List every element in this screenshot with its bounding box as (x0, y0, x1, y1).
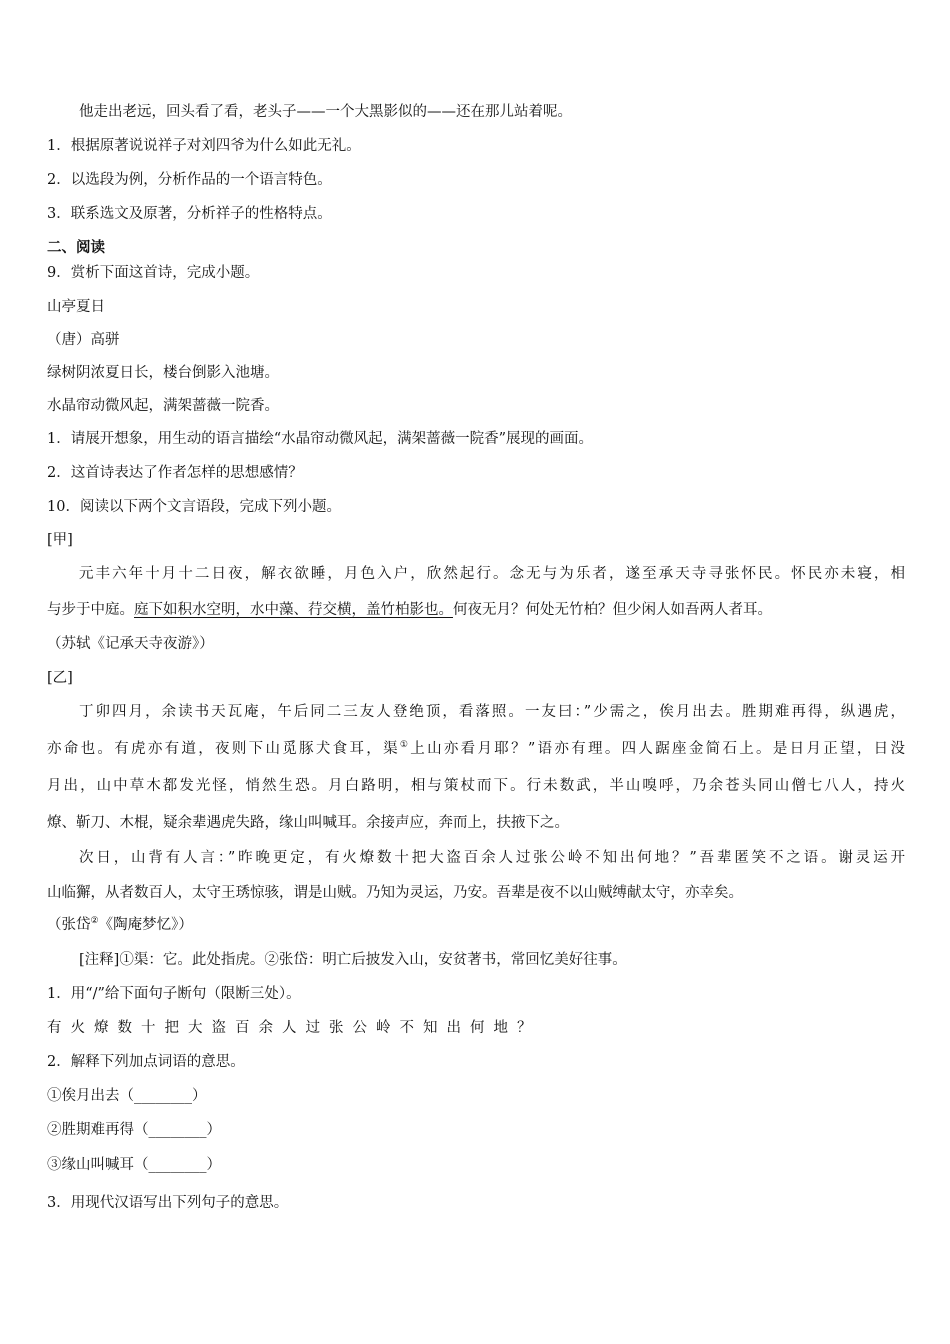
question-10: 10．阅读以下两个文言语段，完成下列小题。 (47, 499, 341, 515)
source-title: 《陶庵梦忆》） (98, 917, 193, 933)
underlined-sentence: 庭下如积水空明，水中藻、荇交横，盖竹柏影也。 (134, 602, 453, 618)
passage-yi-line-3: 月出，山中草木都发光怪，悄然生恐。月白路明，相与策杖而下。行未数武，半山嗅呼，乃余苍头同山僧七八人，持火 (47, 778, 905, 794)
question-9-1: 1．请展开想象，用生动的语言描绘“水晶帘动微风起，满架蔷薇一院香”展现的画面。 (47, 431, 594, 447)
question-8-3: 3．联系选文及原著，分析祥子的性格特点。 (47, 206, 332, 222)
section-heading-reading: 二、阅读 (47, 240, 105, 256)
question-8-2: 2．以选段为例，分析作品的一个语言特色。 (47, 172, 332, 188)
passage-jia-line-1: 元丰六年十月十二日夜，解衣欲睡，月色入户，欣然起行。念无与为乐者，遂至承天寺寻张怀民。怀民亦未寝，相 (79, 566, 905, 582)
passage-yi-line-2a: 亦命也。有虎亦有道，夜则下山觅豚犬食耳，渠 (47, 741, 400, 757)
passage-yi-line-6: 山临獬，从者数百人，太守王琇惊骇，谓是山贼。乃知为灵运，乃安。吾辈是夜不以山贼缚献太守，亦幸矣。 (47, 885, 743, 901)
poem-title: 山亭夏日 (47, 299, 105, 315)
source-author: （张岱 (47, 917, 91, 933)
passage-yi-line-5: 次日，山背有人言：”昨晚更定，有火燎数十把大盗百余人过张公岭不知出何地？”吾辈匿笑不之语。谢灵运开 (79, 850, 905, 866)
passage-jia-label: [甲] (47, 532, 73, 548)
poem-line-2: 水晶帘动微风起，满架蔷薇一院香。 (47, 398, 279, 414)
passage-yi-line-4: 燎、靳刀、木棍，疑余辈遇虎失路，缘山叫喊耳。余接声应，奔而上，扶掖下之。 (47, 815, 569, 831)
passage-jia-text: 与步于中庭。 (47, 602, 134, 618)
annotation-note: [注释]①渠：它。此处指虎。②张岱：明亡后披发入山，安贫著书，常回忆美好往事。 (79, 952, 627, 968)
blank-item-3[interactable]: ③缘山叫喊耳（________） (47, 1157, 221, 1173)
passage-yi-line-1: 丁卯四月，余读书天瓦庵，午后同二三友人登绝顶，看落照。一友曰：”少需之，俟月出去。胜期难再得，纵遇虎， (79, 704, 905, 720)
question-10-2: 2．解释下列加点词语的意思。 (47, 1054, 245, 1070)
passage-jia-line-2 (47, 600, 772, 620)
footnote-marker-2: ② (90, 916, 99, 927)
sentence-to-punctuate: 有火燎数十把大盗百余人过张公岭不知出何地？ (47, 1020, 541, 1036)
question-9-2: 2．这首诗表达了作者怎样的思想感情？ (47, 465, 303, 481)
passage-yi-source (47, 915, 193, 935)
blank-item-2[interactable]: ②胜期难再得（________） (47, 1122, 221, 1138)
poem-author: （唐）高骈 (47, 332, 120, 348)
passage-yi-line-2b: 上山亦看月耶？”语亦有理。四人踞座金简石上。是日月正望，日没 (410, 741, 905, 757)
passage-yi-line-2 (47, 739, 905, 759)
passage-closing-line: 他走出老远，回头看了看，老头子——一个大黑影似的——还在那儿站着呢。 (79, 104, 572, 120)
passage-jia-source: （苏轼《记承天寺夜游》） (47, 636, 214, 652)
poem-line-1: 绿树阴浓夏日长，楼台倒影入池塘。 (47, 365, 279, 381)
passage-jia-text-end: 何夜无月？何处无竹柏？但少闲人如吾两人者耳。 (453, 602, 772, 618)
question-9: 9．赏析下面这首诗，完成小题。 (47, 265, 260, 281)
passage-yi-label: [乙] (47, 670, 73, 686)
blank-item-1[interactable]: ①俟月出去（________） (47, 1088, 207, 1104)
question-8-1: 1．根据原著说说祥子对刘四爷为什么如此无礼。 (47, 138, 361, 154)
question-10-1: 1．用“/”给下面句子断句（限断三处）。 (47, 986, 301, 1002)
question-10-3: 3．用现代汉语写出下列句子的意思。 (47, 1195, 289, 1211)
footnote-marker-1: ① (399, 740, 411, 751)
